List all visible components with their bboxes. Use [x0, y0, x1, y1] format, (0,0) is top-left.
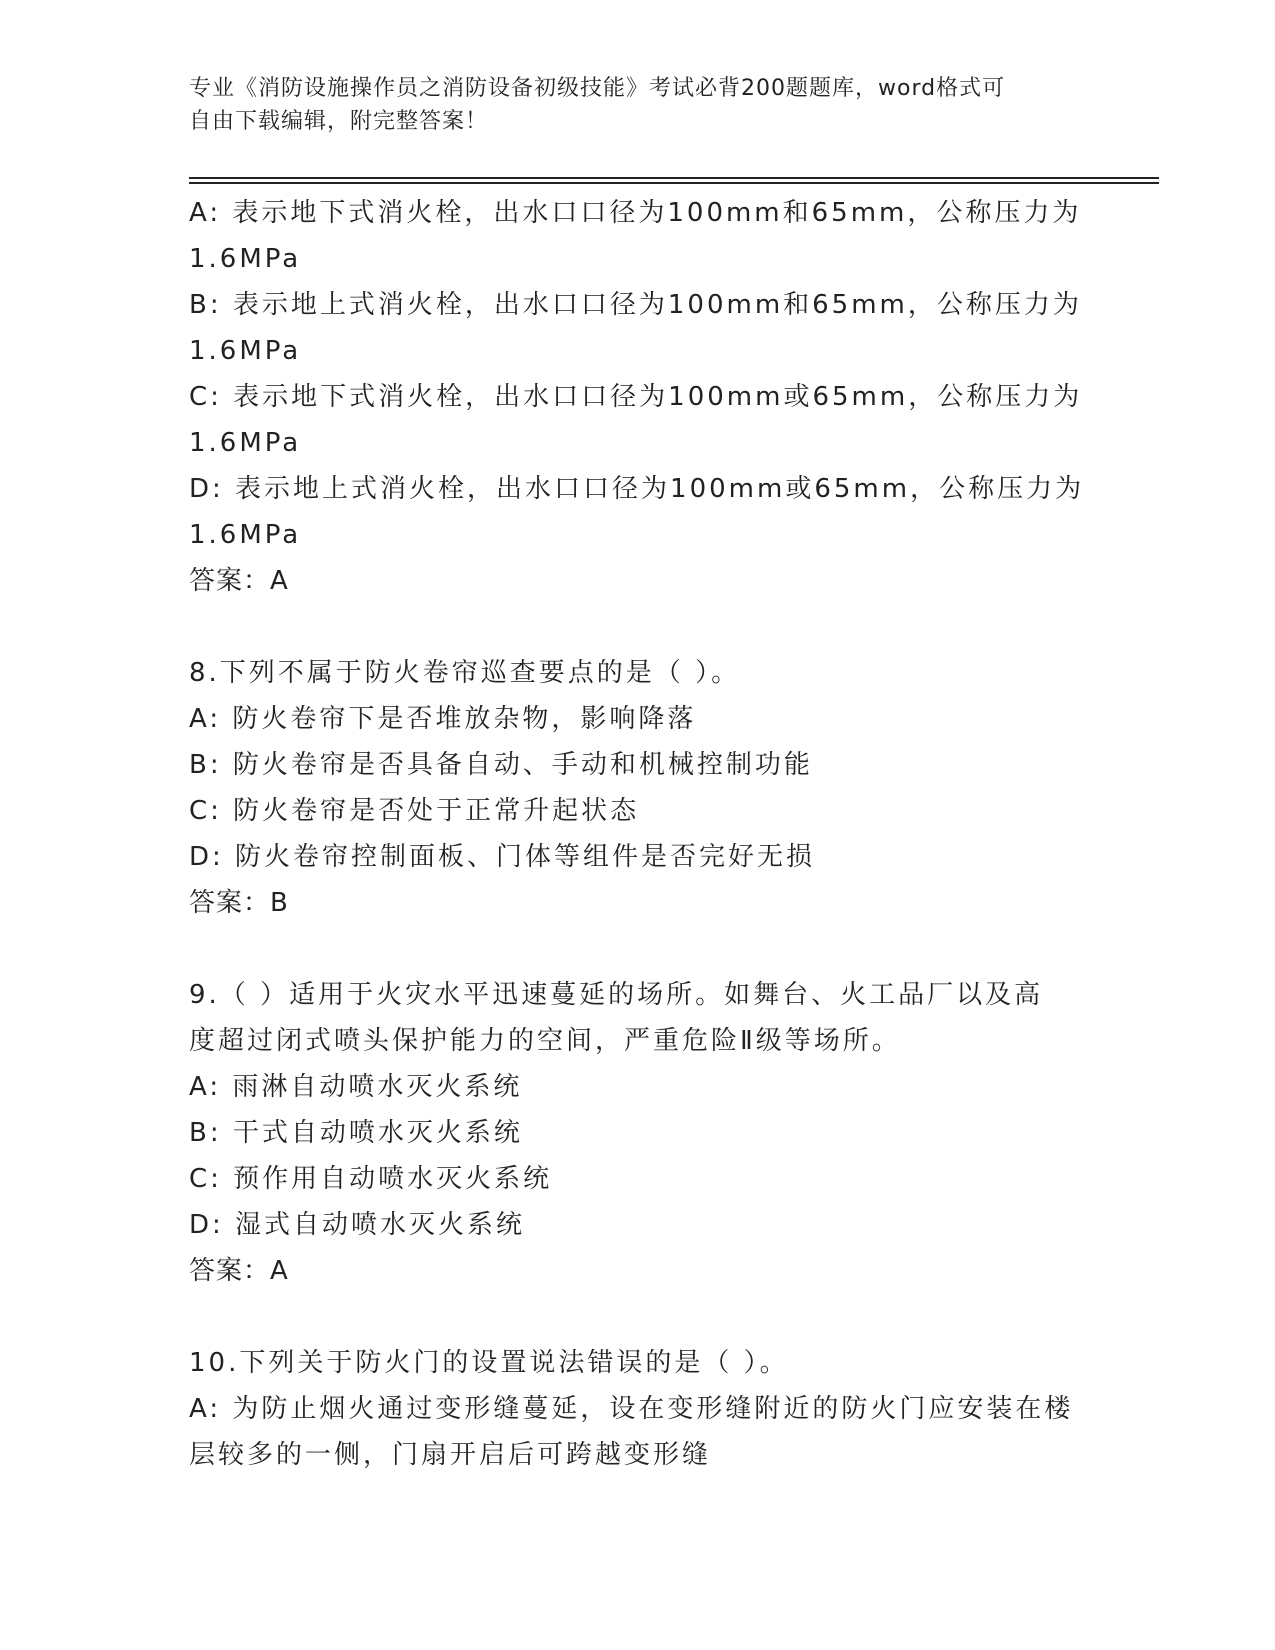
q8-option-d: D: 防火卷帘控制面板、门体等组件是否完好无损 [189, 842, 816, 872]
q7-option-b-line-1: B: 表示地上式消火栓，出水口口径为100mm和65mm，公称压力为 [189, 290, 1082, 320]
q9-option-c: C: 预作用自动喷水灭火系统 [189, 1164, 553, 1194]
q9-answer: 答案：A [189, 1256, 289, 1286]
q7-option-a-line-1: A: 表示地下式消火栓，出水口口径为100mm和65mm，公称压力为 [189, 198, 1082, 228]
question-9-block [189, 972, 1089, 1294]
header-divider-top [189, 177, 1159, 179]
q10-option-a-line-1: A: 为防止烟火通过变形缝蔓延，设在变形缝附近的防火门应安装在楼 [189, 1394, 1074, 1424]
spacer [189, 926, 1089, 972]
q8-question: 8.下列不属于防火卷帘巡查要点的是（ ）。 [189, 658, 741, 688]
header-line-1: 专业《消防设施操作员之消防设备初级技能》考试必背200题题库，word格式可 [189, 76, 1006, 101]
header-line-2: 自由下载编辑，附完整答案！ [189, 109, 489, 134]
spacer [189, 1294, 1089, 1340]
q8-answer: 答案：B [189, 888, 289, 918]
q9-option-b: B: 干式自动喷水灭火系统 [189, 1118, 523, 1148]
q8-option-c: C: 防火卷帘是否处于正常升起状态 [189, 796, 640, 826]
question-content [189, 190, 1089, 1478]
q8-option-a: A: 防火卷帘下是否堆放杂物，影响降落 [189, 704, 697, 734]
q7-option-d-line-1: D: 表示地上式消火栓，出水口口径为100mm或65mm，公称压力为 [189, 474, 1085, 504]
question-8-block [189, 650, 1089, 926]
question-10-block [189, 1340, 1089, 1478]
q10-question: 10.下列关于防火门的设置说法错误的是（ ）。 [189, 1348, 789, 1378]
document-header [189, 72, 1089, 138]
q7-option-a-line-2: 1.6MPa [189, 244, 302, 274]
q7-option-c-line-1: C: 表示地下式消火栓，出水口口径为100mm或65mm，公称压力为 [189, 382, 1083, 412]
q9-question-line-1: 9.（ ）适用于火灾水平迅速蔓延的场所。如舞台、火工品厂以及高 [189, 980, 1044, 1010]
q9-option-a: A: 雨淋自动喷水灭火系统 [189, 1072, 523, 1102]
q8-option-b: B: 防火卷帘是否具备自动、手动和机械控制功能 [189, 750, 813, 780]
question-7-block [189, 190, 1089, 604]
spacer [189, 604, 1089, 650]
q7-option-b-line-2: 1.6MPa [189, 336, 302, 366]
q9-question-line-2: 度超过闭式喷头保护能力的空间，严重危险Ⅱ级等场所。 [189, 1026, 901, 1056]
q7-option-c-line-2: 1.6MPa [189, 428, 302, 458]
q10-option-a-line-2: 层较多的一侧，门扇开启后可跨越变形缝 [189, 1440, 712, 1470]
header-divider-bottom [189, 182, 1159, 184]
q9-option-d: D: 湿式自动喷水灭火系统 [189, 1210, 526, 1240]
q7-option-d-line-2: 1.6MPa [189, 520, 302, 550]
q7-answer: 答案：A [189, 566, 289, 596]
